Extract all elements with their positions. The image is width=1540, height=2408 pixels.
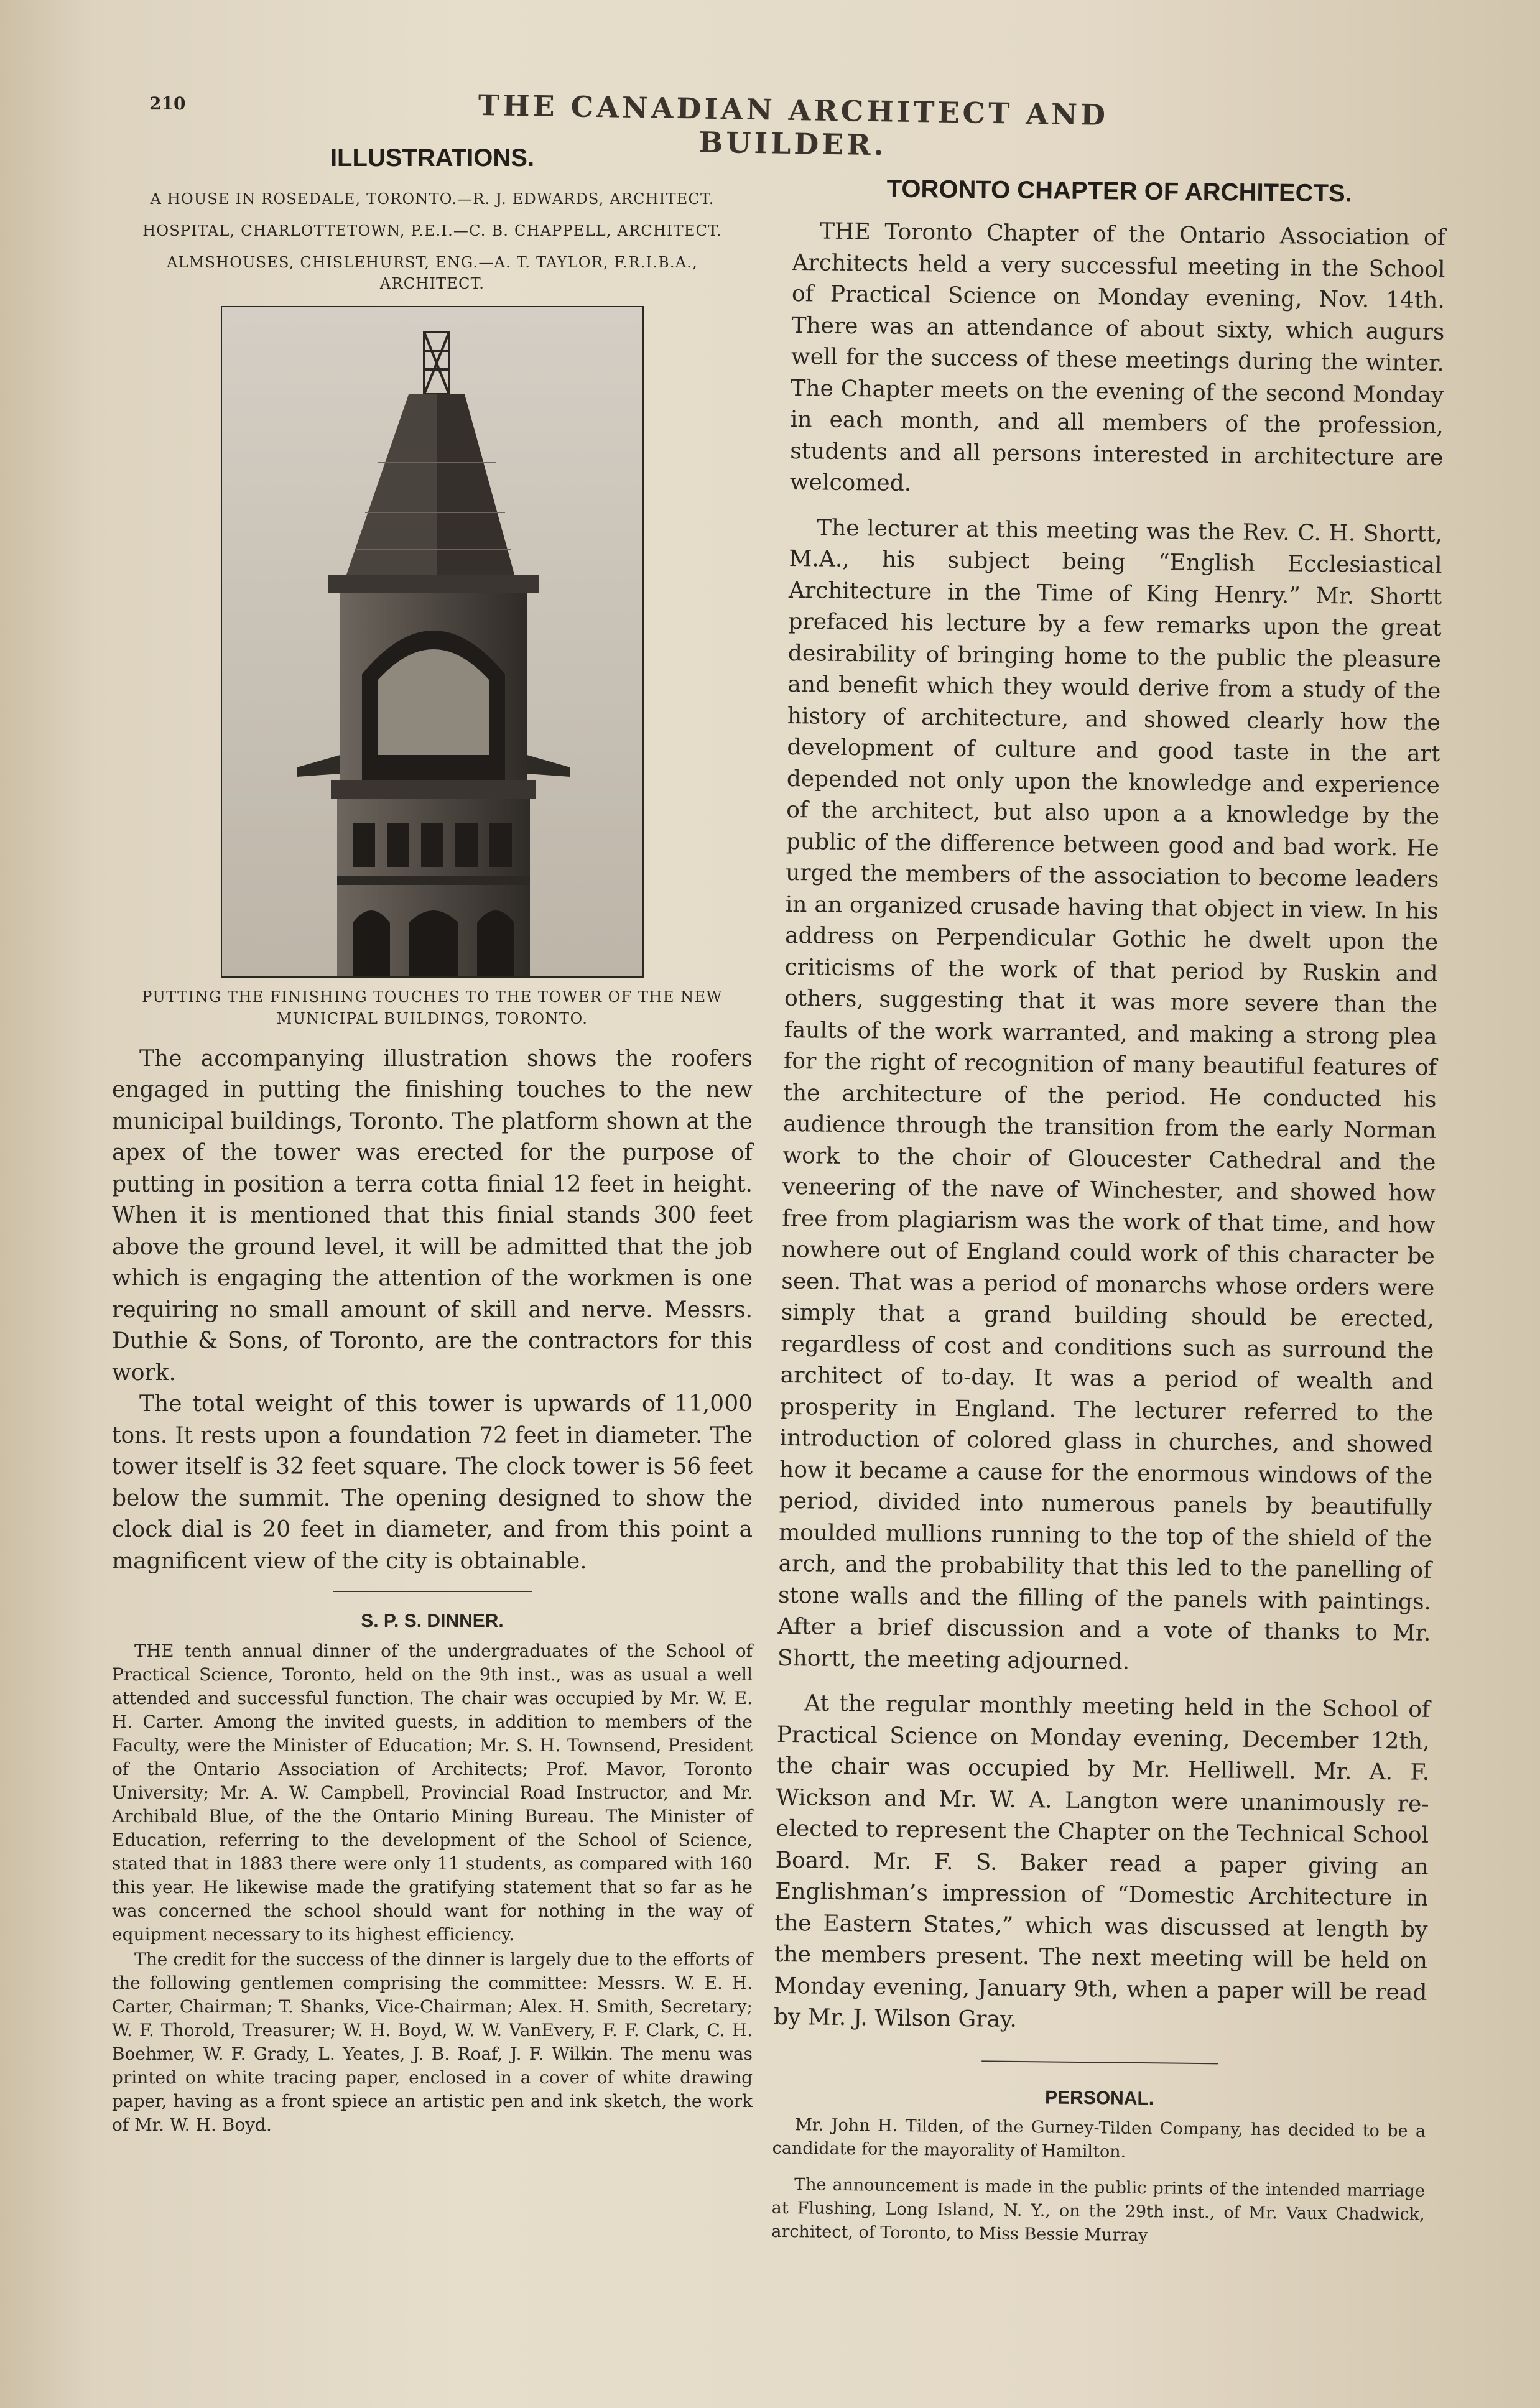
section-divider (333, 1591, 532, 1592)
page-number: 210 (149, 93, 186, 114)
right-column (771, 174, 1446, 2250)
tower-photograph (221, 306, 644, 978)
running-head: THE CANADIAN ARCHITECT AND BUILDER. (478, 88, 1109, 162)
tower-illustration (222, 307, 644, 978)
illustration-paragraph: The total weight of this tower is upwards of 11,000 tons. It rests upon a foundation 72 feet in diameter. The tower itself is 32 feet square. The clock tower is 56 feet below the summit. The opening designed to show the clock dial is 20 feet in diameter, and from this point a magnificent view of the city is obtainable. (112, 1391, 753, 1574)
illustration-item: HOSPITAL, CHARLOTTETOWN, P.E.I.—C. B. CHAPPELL, ARCHITECT. (142, 221, 722, 239)
illustrations-heading: ILLUSTRATIONS. (330, 144, 535, 172)
sps-dinner-paragraph: The credit for the success of the dinner is largely due to the efforts of the following gentlemen comprising the committee: Messrs. W. E. H. Carter, Chairman; T. Shanks, Vice-Chairman; Alex. H. Smith, Secretary; W. F. Thorold, Treasurer; W. H. Boyd, W. W. VanEvery, F. F. Clark, C. H. Boehmer, W. F. Grady, L. Yeates, J. B. Roaf, J. F. Wilkin. The menu was printed on white tracing paper, enclosed in a cover of white drawing paper, having as a front spiece an artistic pen and ink sketch, the work of Mr. W. H. Boyd. (112, 1949, 753, 2136)
toronto-chapter-paragraph: The lecturer at this meeting was the Rev. C. H. Shortt, M.A., his subject being “English Ecclesiastical Architecture in the Time of King Henry.” Mr. Shortt prefaced his lecture by a few remarks upon the great desirability of bringing home to the public the pleasure and benefit which they would derive from a study of the history of architecture, and showed clearly how the development of culture and good taste in the art depended not only upon the knowledge and experience of the architect, but also upon a a knowledge by the public of the difference between good and bad work. He urged the members of the association to become leaders in an organized crusade having that object in view. In his address on Perpendicular Gothic he dwelt upon the criticisms of the work of that period by Ruskin and others, suggesting that it was more severe than the faults of the work warranted, and making a strong plea for the right of recognition of many beautiful features of the architecture of the period. He conducted his audience through the transition from the early Norman work to the choir of Gloucester Cathedral and the veneering of the nave of Winchester, and showed how free from plagiarism was the work of that time, and how nowhere out of England could work of this character be seen. That was a period of monarchs whose orders were simply that a grand building should be erected, regardless of cost and conditions such as surround the architect of to-day. It was a period of wealth and prosperity in England. The lecturer referred to the introduction of colored glass in churches, and showed how it became a cause for the enormous windows of the period, divided into numerous panels by beautifully moulded mullions running to the top of the shield of the arch, and the probability that this led to the panelling of stone walls and the filling of the panels with paintings. After a brief discussion and a vote of thanks to Mr. Shortt, the meeting adjourned. (777, 514, 1443, 1675)
section-divider (981, 2060, 1218, 2064)
illustration-item: A HOUSE IN ROSEDALE, TORONTO.—R. J. EDWARDS, ARCHITECT. (150, 190, 715, 208)
illustration-paragraph: The accompanying illustration shows the roofers engaged in putting the finishing touches to the new municipal buildings, Toronto. The platform shown at the apex of the tower was erected for the purpose of putting in position a terra cotta finial 12 feet in height. When it is mentioned that this finial stands 300 feet above the ground level, it will be admitted that the job which is engaging the attention of the workmen is one requiring no small amount of skill and nerve. Messrs. Duthie & Sons, of Toronto, are the contractors for this work. (112, 1045, 753, 1386)
toronto-chapter-paragraph: THE Toronto Chapter of the Ontario Association of Architects held a very successful meeting in the School of Practical Science on Monday evening, Nov. 14th. There was an attendance of about sixty, which augurs well for the success of these meetings during the winter. The Chapter meets on the evening of the second Monday in each month, and all members of the profession, students and all persons interested in architecture are welcomed. (789, 218, 1446, 497)
sps-dinner-paragraph: THE tenth annual dinner of the undergraduates of the School of Practical Science, Toronto, held on the 9th inst., was as usual a well attended and successful function. The chair was occupied by Mr. W. E. H. Carter. Among the invited guests, in addition to members of the Faculty, were the Minister of Education; Mr. S. H. Townsend, President of the Ontario Association of Architects; Prof. Mavor, Toronto University; Mr. A. W. Campbell, Provincial Road Instructor, and Mr. Archibald Blue, of the the Ontario Mining Bureau. The Minister of Education, referring to the development of the School of Science, stated that in 1883 there were only 11 students, as compared with 160 this year. He likewise made the gratifying statement that so far as he was concerned the school should want for nothing in the way of equipment necessary to its highest efficiency. (112, 1641, 753, 1945)
toronto-chapter-heading: TORONTO CHAPTER OF ARCHITECTS. (886, 175, 1353, 208)
sps-dinner-heading: S. P. S. DINNER. (361, 1611, 504, 1632)
toronto-chapter-paragraph: At the regular monthly meeting held in the School of Practical Science on Monday evening, December 12th, the chair was occupied by Mr. Helliwell. Mr. A. F. Wickson and Mr. W. A. Langton were unanimously re-elected to represent the Chapter on the Technical School Board. Mr. F. S. Baker read a paper giving an Englishman’s impression of “Domestic Architecture in the Eastern States,” which was discussed at length by the members present. The next meeting will be held on Monday evening, January 9th, when a paper will be read by Mr. J. Wilson Gray. (773, 1690, 1431, 2032)
illustration-item: ALMSHOUSES, CHISLEHURST, ENG.—A. T. TAYLOR, F.R.I.B.A., ARCHITECT. (167, 253, 698, 293)
personal-paragraph: Mr. John H. Tilden, of the Gurney-Tilden Company, has decided to be a candidate for the mayorality of Hamilton. (772, 2114, 1426, 2162)
photo-caption: PUTTING THE FINISHING TOUCHES TO THE TOWER OF THE NEW MUNICIPAL BUILDINGS, TORONTO. (142, 988, 723, 1027)
personal-paragraph: The announcement is made in the public prints of the intended marriage at Flushing, Long Island, N. Y., on the 29th inst., of Mr. Vaux Chadwick, architect, of Toronto, to Miss Bessie Murray (771, 2174, 1426, 2245)
left-column (112, 144, 753, 2137)
personal-heading: PERSONAL. (1044, 2086, 1154, 2109)
